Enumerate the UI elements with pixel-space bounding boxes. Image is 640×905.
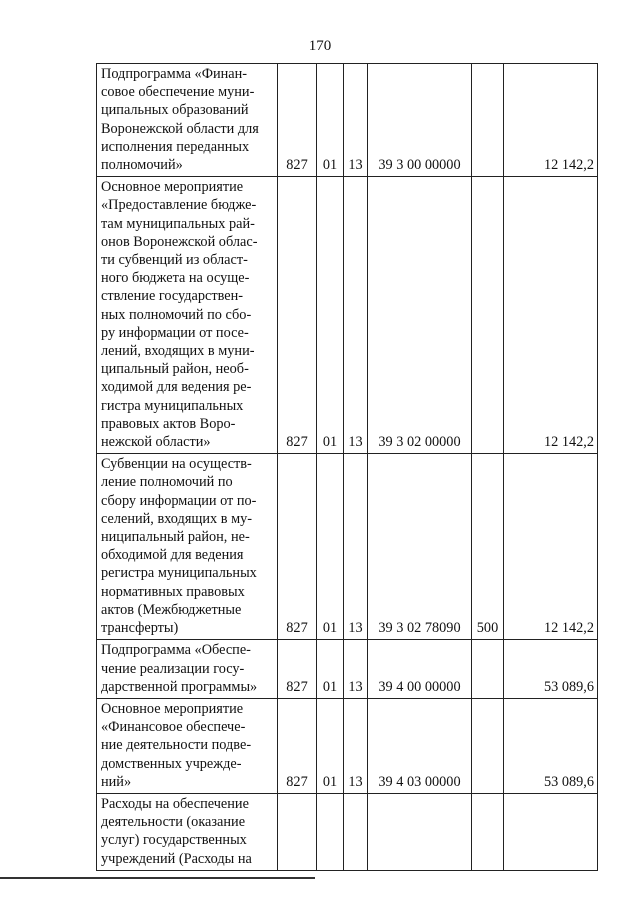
cell-rz: 01	[317, 640, 344, 699]
row-name: Основное мероприятие «Финансовое обеспече- ние деятельности подве- домственных учрежде- ний»	[97, 698, 278, 793]
cell-amount: 53 089,6	[504, 698, 598, 793]
cell-rz: 01	[317, 64, 344, 177]
cell-rz: 01	[317, 698, 344, 793]
table-row	[97, 454, 598, 640]
cell-pr	[344, 793, 368, 870]
cell-pr: 13	[344, 454, 368, 640]
cell-amount	[504, 793, 598, 870]
cell-gr: 827	[278, 64, 317, 177]
row-name: Расходы на обеспечение деятельности (оказание услуг) государственных учреждений (Расходы на	[97, 793, 278, 870]
table-row	[97, 640, 598, 699]
cell-pr: 13	[344, 177, 368, 454]
cell-vr	[472, 793, 504, 870]
budget-table	[96, 63, 598, 871]
table-row	[97, 177, 598, 454]
row-name: Подпрограмма «Финан- совое обеспечение муни- ципальных образований Воронежской области для исполнения переданных полномочий»	[97, 64, 278, 177]
cell-gr: 827	[278, 177, 317, 454]
row-name: Субвенции на осуществ- ление полномочий по сбору информации от по- селений, входящих в му- ниципальный район, не- обходимой для ведения регистра муниципальных нормативных правовых актов (Межбюджетные трансферты)	[97, 454, 278, 640]
cell-csr: 39 3 02 78090	[368, 454, 472, 640]
cell-csr: 39 4 03 00000	[368, 698, 472, 793]
cell-gr: 827	[278, 640, 317, 699]
cell-amount: 12 142,2	[504, 177, 598, 454]
row-name: Подпрограмма «Обеспе- чение реализации госу- дарственной программы»	[97, 640, 278, 699]
cell-pr: 13	[344, 640, 368, 699]
footer-divider	[0, 877, 315, 879]
cell-gr	[278, 793, 317, 870]
cell-csr: 39 3 00 00000	[368, 64, 472, 177]
cell-vr	[472, 698, 504, 793]
cell-vr	[472, 64, 504, 177]
cell-pr: 13	[344, 64, 368, 177]
cell-vr	[472, 177, 504, 454]
cell-csr: 39 4 00 00000	[368, 640, 472, 699]
cell-gr: 827	[278, 454, 317, 640]
cell-rz: 01	[317, 454, 344, 640]
table-row	[97, 64, 598, 177]
cell-csr: 39 3 02 00000	[368, 177, 472, 454]
page-number: 170	[308, 38, 332, 54]
cell-pr: 13	[344, 698, 368, 793]
cell-amount: 12 142,2	[504, 64, 598, 177]
table-row	[97, 698, 598, 793]
cell-rz: 01	[317, 177, 344, 454]
table-row	[97, 793, 598, 870]
cell-vr	[472, 640, 504, 699]
cell-gr: 827	[278, 698, 317, 793]
cell-vr: 500	[472, 454, 504, 640]
row-name: Основное мероприятие «Предоставление бюдже- там муниципальных рай- онов Воронежской облас- ти субвенций из област- ного бюджета на осуще- ствление государствен- ных полномочий по сбо- ру информации от посе- лений, входящих в муни- ципальный район, необ- ходимой для ведения ре- гистра муниципальных правовых актов Воро- нежской области»	[97, 177, 278, 454]
cell-amount: 12 142,2	[504, 454, 598, 640]
cell-rz	[317, 793, 344, 870]
cell-csr	[368, 793, 472, 870]
cell-amount: 53 089,6	[504, 640, 598, 699]
